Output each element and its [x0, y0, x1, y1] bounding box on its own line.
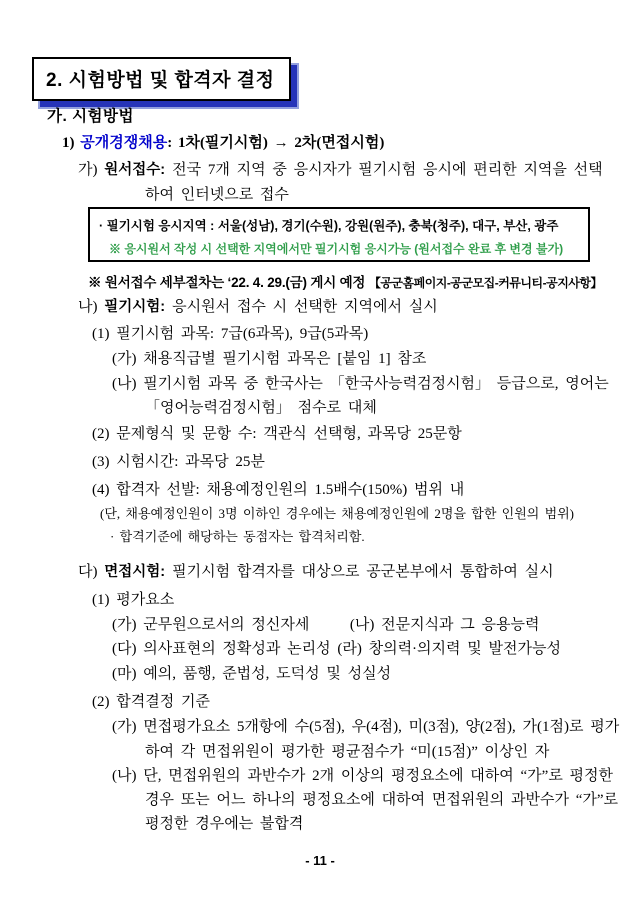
- written-exam-line: [78, 299, 438, 316]
- written-exam-keyword: 필기시험:: [104, 299, 173, 315]
- schedule-notice-line: [88, 275, 602, 291]
- written-subjects-na-line2: 「영어능력검정시험」 점수로 대체: [145, 400, 377, 416]
- page-number: - 11 -: [305, 853, 335, 868]
- written-exam-intro: 응시원서 접수 시 선택한 지역에서 실시: [172, 299, 438, 315]
- interview-eval-row2: (다) 의사표현의 정확성과 논리성 (라) 창의력·의지력 및 발전가능성: [112, 641, 561, 657]
- open-recruitment-keyword: 공개경쟁채용: [80, 135, 168, 151]
- interview-line: [78, 564, 554, 581]
- written-subjects-line: (1) 필기시험 과목: 7급(6과목), 9급(5과목): [92, 326, 369, 342]
- written-exam-num: 나): [78, 299, 105, 315]
- open-recruitment-num: 1): [62, 135, 81, 151]
- interview-num: 다): [78, 564, 105, 580]
- interview-criteria-ga-line1: (가) 면접평가요소 5개항에 수(5점), 우(4점), 미(3점), 양(2점), 가(1점)로 평가: [112, 719, 620, 735]
- written-selection-note: (단, 채용예정인원이 3명 이하인 경우에는 채용예정인원에 2명을 합한 인원의 범위): [100, 506, 575, 521]
- interview-keyword: 면접시험:: [104, 564, 173, 580]
- exam-region-list: · 필기시험 응시지역 : 서울(성남), 경기(수원), 강원(원주), 충북(청주), 대구, 부산, 광주: [99, 219, 559, 233]
- open-recruitment-tail: : 1차(필기시험) → 2차(면접시험): [167, 135, 385, 151]
- application-num: 가): [78, 162, 105, 178]
- interview-criteria-ga-line2: 하여 각 면접위원이 평가한 평균점수가 “미(15점)” 이상인 자: [145, 744, 550, 760]
- interview-eval-row3: (마) 예의, 품행, 준법성, 도덕성 및 성실성: [112, 666, 392, 682]
- section-title: 2. 시험방법 및 합격자 결정: [46, 70, 275, 91]
- interview-criteria-na-line1: (나) 단, 면접위원의 과반수가 2개 이상의 평정요소에 대하여 “가”로 평정한: [112, 768, 614, 784]
- interview-criteria-na-line2: 경우 또는 어느 하나의 평정요소에 대하여 면접위원의 과반수가 “가”로: [145, 792, 619, 808]
- schedule-notice-path: 【공군홈페이지-공군모집-커뮤니티-공지사항】: [368, 276, 602, 290]
- heading-exam-method: 가. 시험방법: [47, 108, 134, 125]
- open-recruitment-line: [62, 135, 384, 152]
- written-time-line: (3) 시험시간: 과목당 25분: [92, 454, 265, 470]
- written-subjects-na-line1: (나) 필기시험 과목 중 한국사는 「한국사능력검정시험」 등급으로, 영어는: [112, 376, 609, 392]
- application-line1: [78, 162, 603, 179]
- written-format-line: (2) 문제형식 및 문항 수: 객관식 선택형, 과목당 25문항: [92, 426, 462, 442]
- interview-criteria-na-line3: 평정한 경우에는 불합격: [145, 816, 304, 832]
- application-keyword: 원서접수:: [104, 162, 173, 178]
- interview-criteria-heading: (2) 합격결정 기준: [92, 694, 210, 710]
- exam-region-warning: ※ 응시원서 작성 시 선택한 지역에서만 필기시험 응시가능 (원서접수 완료 후 변경 불가): [109, 242, 564, 256]
- written-subjects-ga-line: (가) 채용직급별 필기시험 과목은 [붙임 1] 참조: [112, 351, 427, 367]
- application-text1: 전국 7개 지역 중 응시자가 필기시험 응시에 편리한 지역을 선택: [172, 162, 603, 178]
- interview-eval-heading: (1) 평가요소: [92, 592, 175, 608]
- written-selection-bullet: · 합격기준에 해당하는 동점자는 합격처리함.: [110, 529, 365, 544]
- exam-region-box: [88, 207, 590, 262]
- application-line2: 하여 인터넷으로 접수: [145, 187, 289, 203]
- section-title-box: [32, 57, 291, 101]
- interview-intro: 필기시험 합격자를 대상으로 공군본부에서 통합하여 실시: [172, 564, 554, 580]
- interview-eval-row1: (가) 군무원으로서의 정신자세 (나) 전문지식과 그 응용능력: [112, 617, 540, 633]
- written-selection-line: (4) 합격자 선발: 채용예정인원의 1.5배수(150%) 범위 내: [92, 482, 465, 498]
- schedule-notice-text: ※ 원서접수 세부절차는 ‘22. 4. 29.(금) 게시 예정: [88, 275, 369, 290]
